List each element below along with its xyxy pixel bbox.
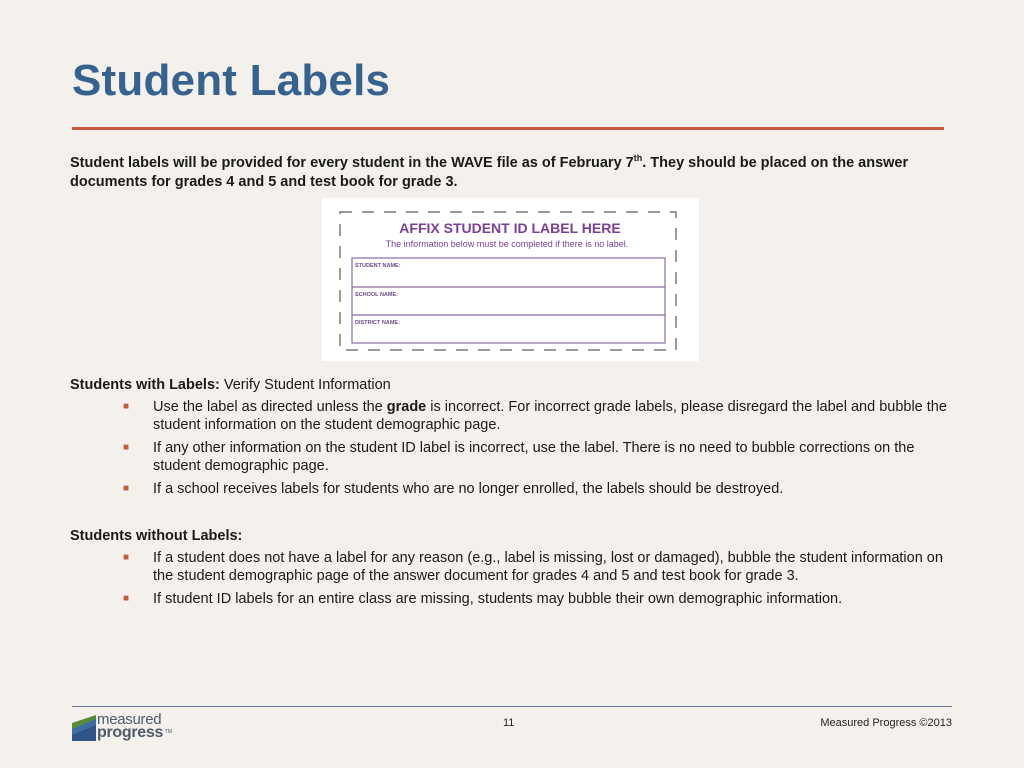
heading-bold: Students without Labels: — [70, 528, 243, 544]
heading-bold: Students with Labels: — [70, 377, 220, 393]
title-divider — [72, 127, 944, 130]
section-heading-with-labels — [70, 376, 960, 394]
logo-mark-icon — [72, 715, 96, 741]
list-item — [70, 480, 960, 498]
intro-text-part1: Student labels will be provided for every student in the WAVE file as of February 7 — [70, 155, 634, 171]
field-student-name: STUDENT NAME: — [355, 263, 401, 269]
square-bullet-icon: ■ — [123, 593, 130, 604]
bullet-text-pre: Use the label as directed unless the — [153, 399, 387, 415]
square-bullet-icon: ■ — [123, 483, 130, 494]
bullet-text-post: is incorrect. For incorrect grade labels, please disregard the label and bubble the student information on the student demographic page. — [153, 399, 947, 433]
logo-word-progress-wrap — [97, 726, 172, 739]
copyright-text: Measured Progress ©2013 — [820, 717, 952, 729]
square-bullet-icon: ■ — [123, 552, 130, 563]
section-heading-without-labels — [70, 527, 960, 545]
label-heading: AFFIX STUDENT ID LABEL HERE — [399, 220, 621, 236]
label-field-box — [352, 258, 665, 343]
bullet-text: If any other information on the student ID label is incorrect, use the label. There is no need to bubble corrections on the student demographic page. — [153, 440, 915, 474]
list-item — [70, 398, 960, 434]
square-bullet-icon: ■ — [123, 442, 130, 453]
footer-divider — [72, 706, 952, 707]
student-id-label-image — [322, 198, 699, 361]
bullet-text: If student ID labels for an entire class are missing, students may bubble their own demographic information. — [153, 591, 843, 607]
list-item — [70, 549, 960, 585]
field-school-name: SCHOOL NAME: — [355, 292, 398, 298]
intro-text-part2: . They should be placed on the answer documents for grades 4 and 5 and test book for grade 3. — [70, 155, 909, 190]
heading-rest: Verify Student Information — [219, 377, 391, 393]
bullet-text-bold: grade — [386, 399, 427, 415]
intro-superscript: th — [633, 153, 643, 164]
square-bullet-icon: ■ — [123, 401, 130, 412]
bullet-text: If a school receives labels for students who are no longer enrolled, the labels should be destroyed. — [153, 481, 784, 497]
logo-trademark: TM — [165, 729, 172, 735]
bullet-text: If a student does not have a label for any reason (e.g., label is missing, lost or damaged), bubble the student information on the student demographic page of the answer document for grades 4 and 5 and test book for grade 3. — [153, 550, 943, 584]
logo-wordmark — [97, 713, 172, 739]
list-item — [70, 439, 960, 475]
measured-progress-logo — [72, 713, 192, 743]
students-without-labels-section — [70, 527, 960, 613]
page-number: 11 — [503, 717, 515, 729]
with-labels-list — [70, 398, 960, 498]
intro-paragraph — [70, 154, 950, 192]
students-with-labels-section — [70, 376, 960, 503]
list-item — [70, 590, 960, 608]
logo-word-progress: progress — [97, 724, 164, 741]
logo-word-measured: measured — [97, 711, 162, 728]
slide-title: Student Labels — [72, 56, 391, 105]
label-subheading: The information below must be completed if there is no label. — [385, 239, 629, 249]
field-district-name: DISTRICT NAME: — [355, 320, 400, 326]
without-labels-list — [70, 549, 960, 608]
label-placeholder-graphic — [322, 198, 699, 361]
